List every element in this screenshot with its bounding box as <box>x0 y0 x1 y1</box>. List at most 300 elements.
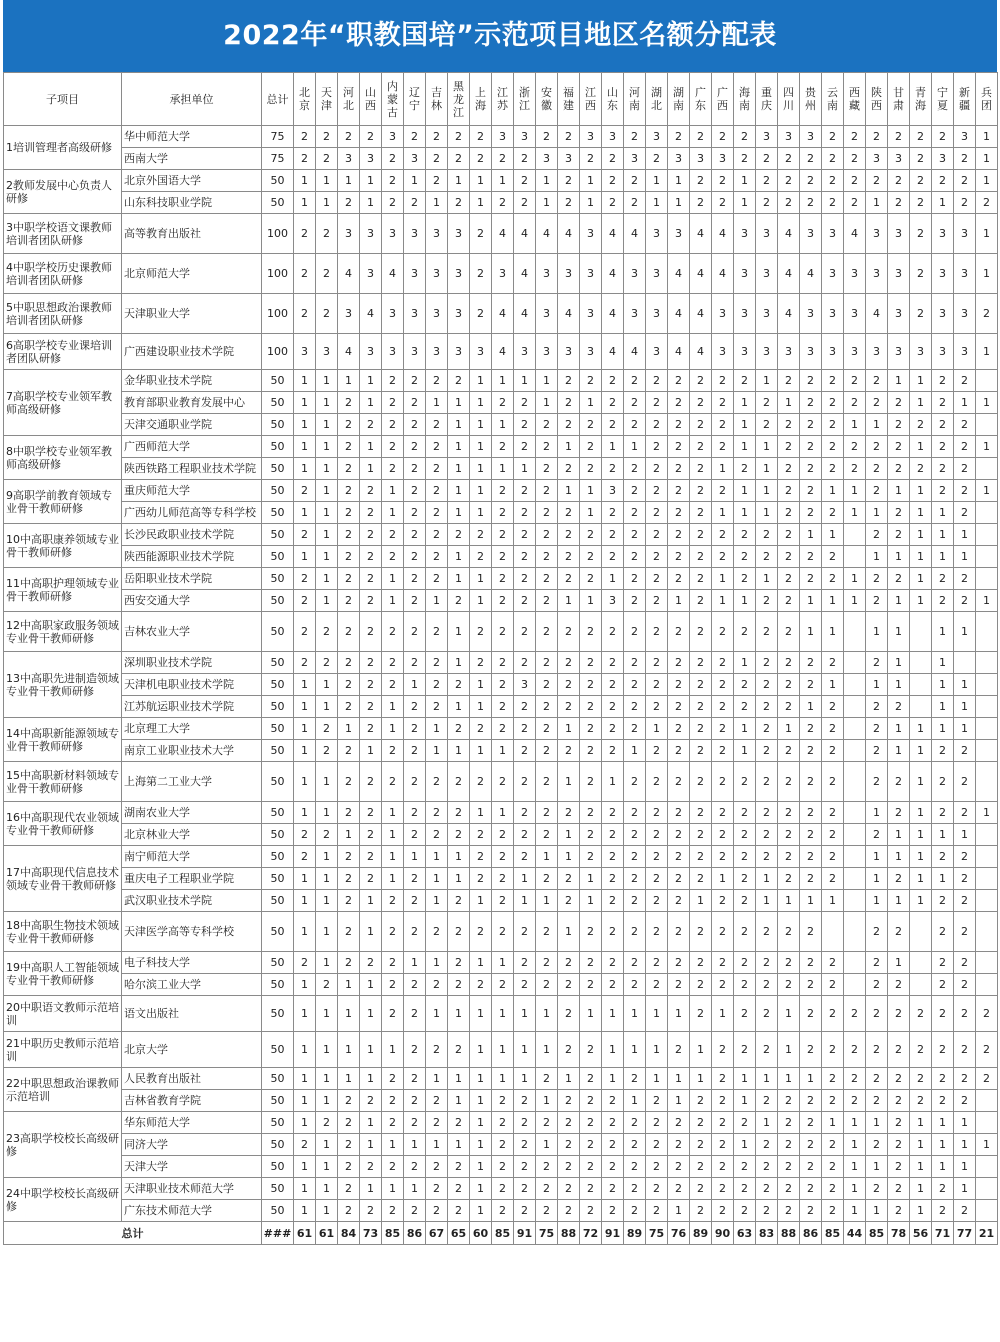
quota-cell: 2 <box>360 590 382 612</box>
quota-cell: 2 <box>932 802 954 824</box>
quota-cell: 2 <box>448 524 470 546</box>
quota-cell: 1 <box>822 674 844 696</box>
quota-cell: 3 <box>492 126 514 148</box>
quota-cell: 2 <box>360 126 382 148</box>
quota-cell <box>976 1178 998 1200</box>
quota-cell: 1 <box>844 480 866 502</box>
quota-cell: 1 <box>866 1112 888 1134</box>
quota-cell: 2 <box>338 458 360 480</box>
quota-cell: 2 <box>800 480 822 502</box>
quota-cell: 4 <box>338 334 360 370</box>
quota-cell: 2 <box>668 1178 690 1200</box>
quota-cell: 2 <box>778 952 800 974</box>
quota-cell: 2 <box>536 546 558 568</box>
quota-cell: 2 <box>514 148 536 170</box>
quota-cell: 2 <box>734 370 756 392</box>
quota-cell: 2 <box>602 524 624 546</box>
quota-cell: 2 <box>756 952 778 974</box>
quota-cell: 4 <box>338 254 360 294</box>
row-total: 50 <box>262 996 294 1032</box>
quota-cell <box>844 546 866 568</box>
quota-cell: 2 <box>668 674 690 696</box>
quota-cell: 2 <box>690 674 712 696</box>
quota-cell: 3 <box>646 334 668 370</box>
quota-cell: 2 <box>382 652 404 674</box>
quota-cell: 2 <box>514 546 536 568</box>
quota-cell: 2 <box>492 718 514 740</box>
quota-cell: 2 <box>558 740 580 762</box>
quota-cell <box>844 762 866 802</box>
quota-cell: 1 <box>734 1090 756 1112</box>
quota-cell: 2 <box>778 1200 800 1222</box>
quota-cell: 3 <box>756 334 778 370</box>
region-total: 86 <box>800 1222 822 1245</box>
quota-cell <box>910 912 932 952</box>
quota-cell: 1 <box>294 696 316 718</box>
quota-cell: 2 <box>800 824 822 846</box>
quota-cell: 2 <box>668 568 690 590</box>
quota-cell: 2 <box>492 546 514 568</box>
quota-cell: 2 <box>624 1156 646 1178</box>
quota-cell: 2 <box>822 370 844 392</box>
quota-cell: 1 <box>316 1156 338 1178</box>
quota-cell: 1 <box>382 1178 404 1200</box>
quota-cell: 1 <box>470 1200 492 1222</box>
quota-cell: 2 <box>580 824 602 846</box>
quota-cell: 2 <box>624 802 646 824</box>
row-total: 50 <box>262 1112 294 1134</box>
org-name: 天津大学 <box>122 1156 262 1178</box>
quota-cell: 2 <box>624 762 646 802</box>
quota-cell: 1 <box>316 590 338 612</box>
quota-cell: 2 <box>822 126 844 148</box>
quota-cell: 2 <box>866 126 888 148</box>
row-total: 50 <box>262 1156 294 1178</box>
quota-cell: 2 <box>426 1178 448 1200</box>
quota-cell: 1 <box>844 1156 866 1178</box>
quota-cell: 2 <box>844 392 866 414</box>
quota-cell: 2 <box>580 1090 602 1112</box>
quota-cell: 2 <box>426 148 448 170</box>
header-region: 广东 <box>690 73 712 126</box>
quota-cell: 2 <box>602 458 624 480</box>
header-region: 安徽 <box>536 73 558 126</box>
quota-cell: 1 <box>800 590 822 612</box>
quota-cell: 1 <box>382 590 404 612</box>
quota-cell: 2 <box>426 458 448 480</box>
quota-cell: 2 <box>932 480 954 502</box>
quota-cell: 2 <box>580 612 602 652</box>
quota-cell: 2 <box>338 952 360 974</box>
quota-cell: 2 <box>316 214 338 254</box>
quota-cell: 1 <box>646 1032 668 1068</box>
quota-cell: 1 <box>822 590 844 612</box>
sub-project-name: 7高职学校专业领军教师高级研修 <box>4 370 122 436</box>
org-name: 北京理工大学 <box>122 718 262 740</box>
quota-cell: 1 <box>382 568 404 590</box>
quota-cell: 2 <box>712 192 734 214</box>
quota-cell: 1 <box>602 1032 624 1068</box>
header-region: 四川 <box>778 73 800 126</box>
quota-cell: 2 <box>866 458 888 480</box>
quota-cell: 2 <box>404 1032 426 1068</box>
quota-cell <box>844 652 866 674</box>
org-name: 北京师范大学 <box>122 254 262 294</box>
quota-cell: 1 <box>536 1090 558 1112</box>
quota-cell: 2 <box>602 192 624 214</box>
quota-cell: 2 <box>338 126 360 148</box>
quota-cell: 2 <box>294 1134 316 1156</box>
quota-cell: 1 <box>844 1178 866 1200</box>
quota-cell: 2 <box>602 696 624 718</box>
quota-cell: 2 <box>404 1200 426 1222</box>
quota-cell: 2 <box>932 912 954 952</box>
quota-cell: 1 <box>404 1134 426 1156</box>
quota-cell: 2 <box>756 696 778 718</box>
quota-cell: 2 <box>624 696 646 718</box>
sub-project-name: 15中高职新材料领域专业骨干教师研修 <box>4 762 122 802</box>
quota-cell: 1 <box>294 1156 316 1178</box>
quota-cell: 2 <box>448 192 470 214</box>
quota-cell: 2 <box>646 1090 668 1112</box>
quota-cell: 2 <box>426 674 448 696</box>
quota-cell: 2 <box>492 392 514 414</box>
quota-cell: 2 <box>558 370 580 392</box>
quota-cell: 1 <box>294 170 316 192</box>
quota-cell: 2 <box>646 652 668 674</box>
org-name: 上海第二工业大学 <box>122 762 262 802</box>
quota-cell: 1 <box>448 846 470 868</box>
quota-cell: 2 <box>954 1032 976 1068</box>
quota-cell: 2 <box>778 762 800 802</box>
quota-cell: 2 <box>844 436 866 458</box>
quota-cell: 1 <box>756 458 778 480</box>
quota-cell: 2 <box>514 740 536 762</box>
quota-cell: 2 <box>294 254 316 294</box>
quota-cell: 2 <box>514 1178 536 1200</box>
row-total: 75 <box>262 126 294 148</box>
quota-cell: 2 <box>580 524 602 546</box>
quota-cell <box>976 762 998 802</box>
quota-cell: 2 <box>822 502 844 524</box>
quota-cell: 2 <box>316 1112 338 1134</box>
quota-cell: 2 <box>646 524 668 546</box>
quota-cell: 2 <box>448 590 470 612</box>
quota-cell: 1 <box>470 590 492 612</box>
quota-cell: 1 <box>976 590 998 612</box>
quota-cell: 2 <box>338 392 360 414</box>
quota-cell: 2 <box>294 590 316 612</box>
quota-cell: 1 <box>910 568 932 590</box>
quota-cell: 2 <box>888 974 910 996</box>
quota-cell: 2 <box>536 502 558 524</box>
table-row <box>4 718 998 740</box>
quota-cell <box>910 612 932 652</box>
quota-cell: 2 <box>294 652 316 674</box>
row-total: 50 <box>262 674 294 696</box>
quota-cell: 2 <box>668 612 690 652</box>
quota-cell: 2 <box>448 802 470 824</box>
header-region: 青海 <box>910 73 932 126</box>
org-name: 天津医学高等专科学校 <box>122 912 262 952</box>
quota-cell: 2 <box>734 762 756 802</box>
quota-cell: 2 <box>712 170 734 192</box>
row-total: 100 <box>262 334 294 370</box>
quota-cell: 2 <box>822 1200 844 1222</box>
quota-cell: 2 <box>756 546 778 568</box>
quota-cell: 1 <box>954 612 976 652</box>
quota-cell: 3 <box>470 334 492 370</box>
quota-cell: 2 <box>404 1112 426 1134</box>
quota-cell: 1 <box>360 436 382 458</box>
quota-cell: 2 <box>448 912 470 952</box>
quota-cell: 2 <box>580 1178 602 1200</box>
quota-cell: 4 <box>712 254 734 294</box>
quota-cell: 1 <box>448 1068 470 1090</box>
quota-cell: 4 <box>668 294 690 334</box>
quota-cell: 2 <box>360 824 382 846</box>
quota-cell: 2 <box>866 590 888 612</box>
quota-cell: 1 <box>844 1134 866 1156</box>
quota-cell: 1 <box>712 568 734 590</box>
table-body <box>4 126 998 1245</box>
quota-cell: 2 <box>338 696 360 718</box>
quota-cell: 2 <box>536 414 558 436</box>
quota-cell: 2 <box>668 824 690 846</box>
quota-cell: 2 <box>668 1156 690 1178</box>
quota-cell: 1 <box>316 370 338 392</box>
quota-cell: 2 <box>778 436 800 458</box>
quota-cell: 2 <box>448 762 470 802</box>
quota-cell: 2 <box>382 952 404 974</box>
quota-cell: 2 <box>536 696 558 718</box>
header-region: 黑龙江 <box>448 73 470 126</box>
quota-cell: 2 <box>558 392 580 414</box>
quota-cell: 2 <box>646 458 668 480</box>
quota-cell: 2 <box>712 1068 734 1090</box>
row-total: 50 <box>262 524 294 546</box>
quota-cell: 2 <box>426 414 448 436</box>
quota-cell: 1 <box>910 392 932 414</box>
quota-cell <box>822 912 844 952</box>
quota-cell: 2 <box>404 718 426 740</box>
quota-cell: 2 <box>866 1068 888 1090</box>
quota-cell: 2 <box>426 546 448 568</box>
quota-cell: 2 <box>668 652 690 674</box>
quota-cell: 2 <box>756 1134 778 1156</box>
quota-cell: 1 <box>360 1032 382 1068</box>
region-total: 89 <box>690 1222 712 1245</box>
quota-cell: 2 <box>888 912 910 952</box>
quota-cell: 3 <box>338 214 360 254</box>
quota-cell: 2 <box>778 802 800 824</box>
region-total: 73 <box>360 1222 382 1245</box>
quota-cell: 2 <box>426 502 448 524</box>
quota-cell: 1 <box>910 868 932 890</box>
quota-cell: 2 <box>778 740 800 762</box>
quota-cell: 2 <box>404 436 426 458</box>
quota-cell: 4 <box>668 334 690 370</box>
quota-cell: 2 <box>866 912 888 952</box>
quota-cell: 2 <box>822 740 844 762</box>
quota-cell: 2 <box>822 952 844 974</box>
quota-cell: 1 <box>734 740 756 762</box>
quota-cell: 2 <box>426 1156 448 1178</box>
quota-cell: 4 <box>690 214 712 254</box>
quota-cell: 2 <box>954 952 976 974</box>
quota-cell: 2 <box>360 718 382 740</box>
header-total: 总计 <box>262 73 294 126</box>
quota-cell: 2 <box>536 590 558 612</box>
quota-cell: 1 <box>932 696 954 718</box>
quota-cell: 1 <box>668 590 690 612</box>
row-total: 50 <box>262 740 294 762</box>
quota-cell: 2 <box>624 480 646 502</box>
quota-cell: 2 <box>668 718 690 740</box>
table-row <box>4 502 998 524</box>
quota-cell: 2 <box>558 458 580 480</box>
quota-cell: 1 <box>624 1090 646 1112</box>
quota-cell: 2 <box>382 912 404 952</box>
quota-cell: 2 <box>734 546 756 568</box>
quota-cell: 1 <box>910 1178 932 1200</box>
quota-cell: 2 <box>800 912 822 952</box>
quota-cell: 2 <box>360 762 382 802</box>
header-region: 湖北 <box>646 73 668 126</box>
quota-cell: 2 <box>822 846 844 868</box>
header-region: 甘肃 <box>888 73 910 126</box>
org-name: 人民教育出版社 <box>122 1068 262 1090</box>
quota-cell: 4 <box>690 254 712 294</box>
quota-cell: 2 <box>822 1134 844 1156</box>
quota-cell <box>976 524 998 546</box>
quota-cell: 2 <box>382 192 404 214</box>
quota-cell: 4 <box>844 214 866 254</box>
quota-cell: 2 <box>668 890 690 912</box>
quota-cell <box>976 952 998 974</box>
quota-cell: 1 <box>316 170 338 192</box>
quota-cell: 1 <box>448 868 470 890</box>
quota-cell: 3 <box>866 334 888 370</box>
quota-cell: 2 <box>492 524 514 546</box>
quota-cell: 2 <box>954 502 976 524</box>
quota-cell: 2 <box>514 414 536 436</box>
quota-cell: 2 <box>602 868 624 890</box>
quota-cell: 2 <box>536 718 558 740</box>
quota-cell: 2 <box>404 912 426 952</box>
quota-cell: 1 <box>800 890 822 912</box>
quota-cell: 1 <box>910 890 932 912</box>
quota-cell: 2 <box>404 458 426 480</box>
quota-cell: 4 <box>690 294 712 334</box>
quota-cell: 2 <box>756 718 778 740</box>
quota-cell: 3 <box>646 254 668 294</box>
quota-cell: 2 <box>580 846 602 868</box>
quota-cell: 2 <box>932 126 954 148</box>
quota-cell: 2 <box>712 1112 734 1134</box>
row-total: 50 <box>262 436 294 458</box>
header-region: 江苏 <box>492 73 514 126</box>
quota-cell: 2 <box>712 1032 734 1068</box>
header-region: 山东 <box>602 73 624 126</box>
quota-cell: 2 <box>382 1200 404 1222</box>
quota-cell: 1 <box>910 846 932 868</box>
quota-cell: 2 <box>382 996 404 1032</box>
quota-cell: 1 <box>536 392 558 414</box>
quota-cell: 2 <box>646 480 668 502</box>
quota-cell: 2 <box>492 1178 514 1200</box>
quota-cell: 2 <box>690 762 712 802</box>
quota-cell: 2 <box>492 868 514 890</box>
row-total: 50 <box>262 824 294 846</box>
quota-cell: 2 <box>580 740 602 762</box>
table-row <box>4 436 998 458</box>
quota-cell: 2 <box>734 1032 756 1068</box>
quota-cell: 2 <box>294 824 316 846</box>
quota-cell: 2 <box>866 524 888 546</box>
quota-cell: 2 <box>668 414 690 436</box>
quota-cell: 1 <box>316 458 338 480</box>
table-row <box>4 568 998 590</box>
org-name: 长沙民政职业技术学院 <box>122 524 262 546</box>
region-total: 85 <box>866 1222 888 1245</box>
quota-cell: 2 <box>932 974 954 996</box>
quota-cell: 2 <box>382 546 404 568</box>
quota-cell: 2 <box>888 1032 910 1068</box>
quota-cell: 1 <box>316 952 338 974</box>
quota-cell: 2 <box>844 148 866 170</box>
header-region: 河北 <box>338 73 360 126</box>
quota-cell: 2 <box>426 912 448 952</box>
quota-cell: 2 <box>580 974 602 996</box>
region-total: 72 <box>580 1222 602 1245</box>
quota-cell: 1 <box>954 1178 976 1200</box>
quota-cell: 3 <box>580 294 602 334</box>
quota-cell: 2 <box>602 1134 624 1156</box>
quota-cell: 1 <box>470 458 492 480</box>
quota-cell: 2 <box>668 802 690 824</box>
sub-project-name: 18中高职生物技术领域专业骨干教师研修 <box>4 912 122 952</box>
quota-cell: 2 <box>888 170 910 192</box>
quota-cell: 2 <box>888 436 910 458</box>
quota-cell: 2 <box>734 1156 756 1178</box>
quota-cell <box>976 890 998 912</box>
row-total: 50 <box>262 370 294 392</box>
quota-cell: 2 <box>470 846 492 868</box>
region-total: 76 <box>668 1222 690 1245</box>
quota-cell: 2 <box>778 480 800 502</box>
quota-cell: 4 <box>514 214 536 254</box>
quota-cell: 2 <box>646 762 668 802</box>
table-row <box>4 392 998 414</box>
quota-cell: 2 <box>712 762 734 802</box>
quota-cell: 2 <box>778 414 800 436</box>
quota-cell: 1 <box>558 480 580 502</box>
quota-cell: 1 <box>734 392 756 414</box>
sub-project-name: 20中职语文教师示范培训 <box>4 996 122 1032</box>
quota-cell: 2 <box>294 524 316 546</box>
quota-cell: 2 <box>822 802 844 824</box>
quota-cell: 4 <box>866 294 888 334</box>
quota-cell: 1 <box>294 890 316 912</box>
region-total: 77 <box>954 1222 976 1245</box>
quota-cell: 3 <box>404 294 426 334</box>
quota-cell: 1 <box>756 480 778 502</box>
quota-cell: 3 <box>954 214 976 254</box>
quota-cell: 2 <box>514 762 536 802</box>
quota-cell: 1 <box>448 652 470 674</box>
sub-project-name: 8中职学校专业领军教师高级研修 <box>4 436 122 480</box>
